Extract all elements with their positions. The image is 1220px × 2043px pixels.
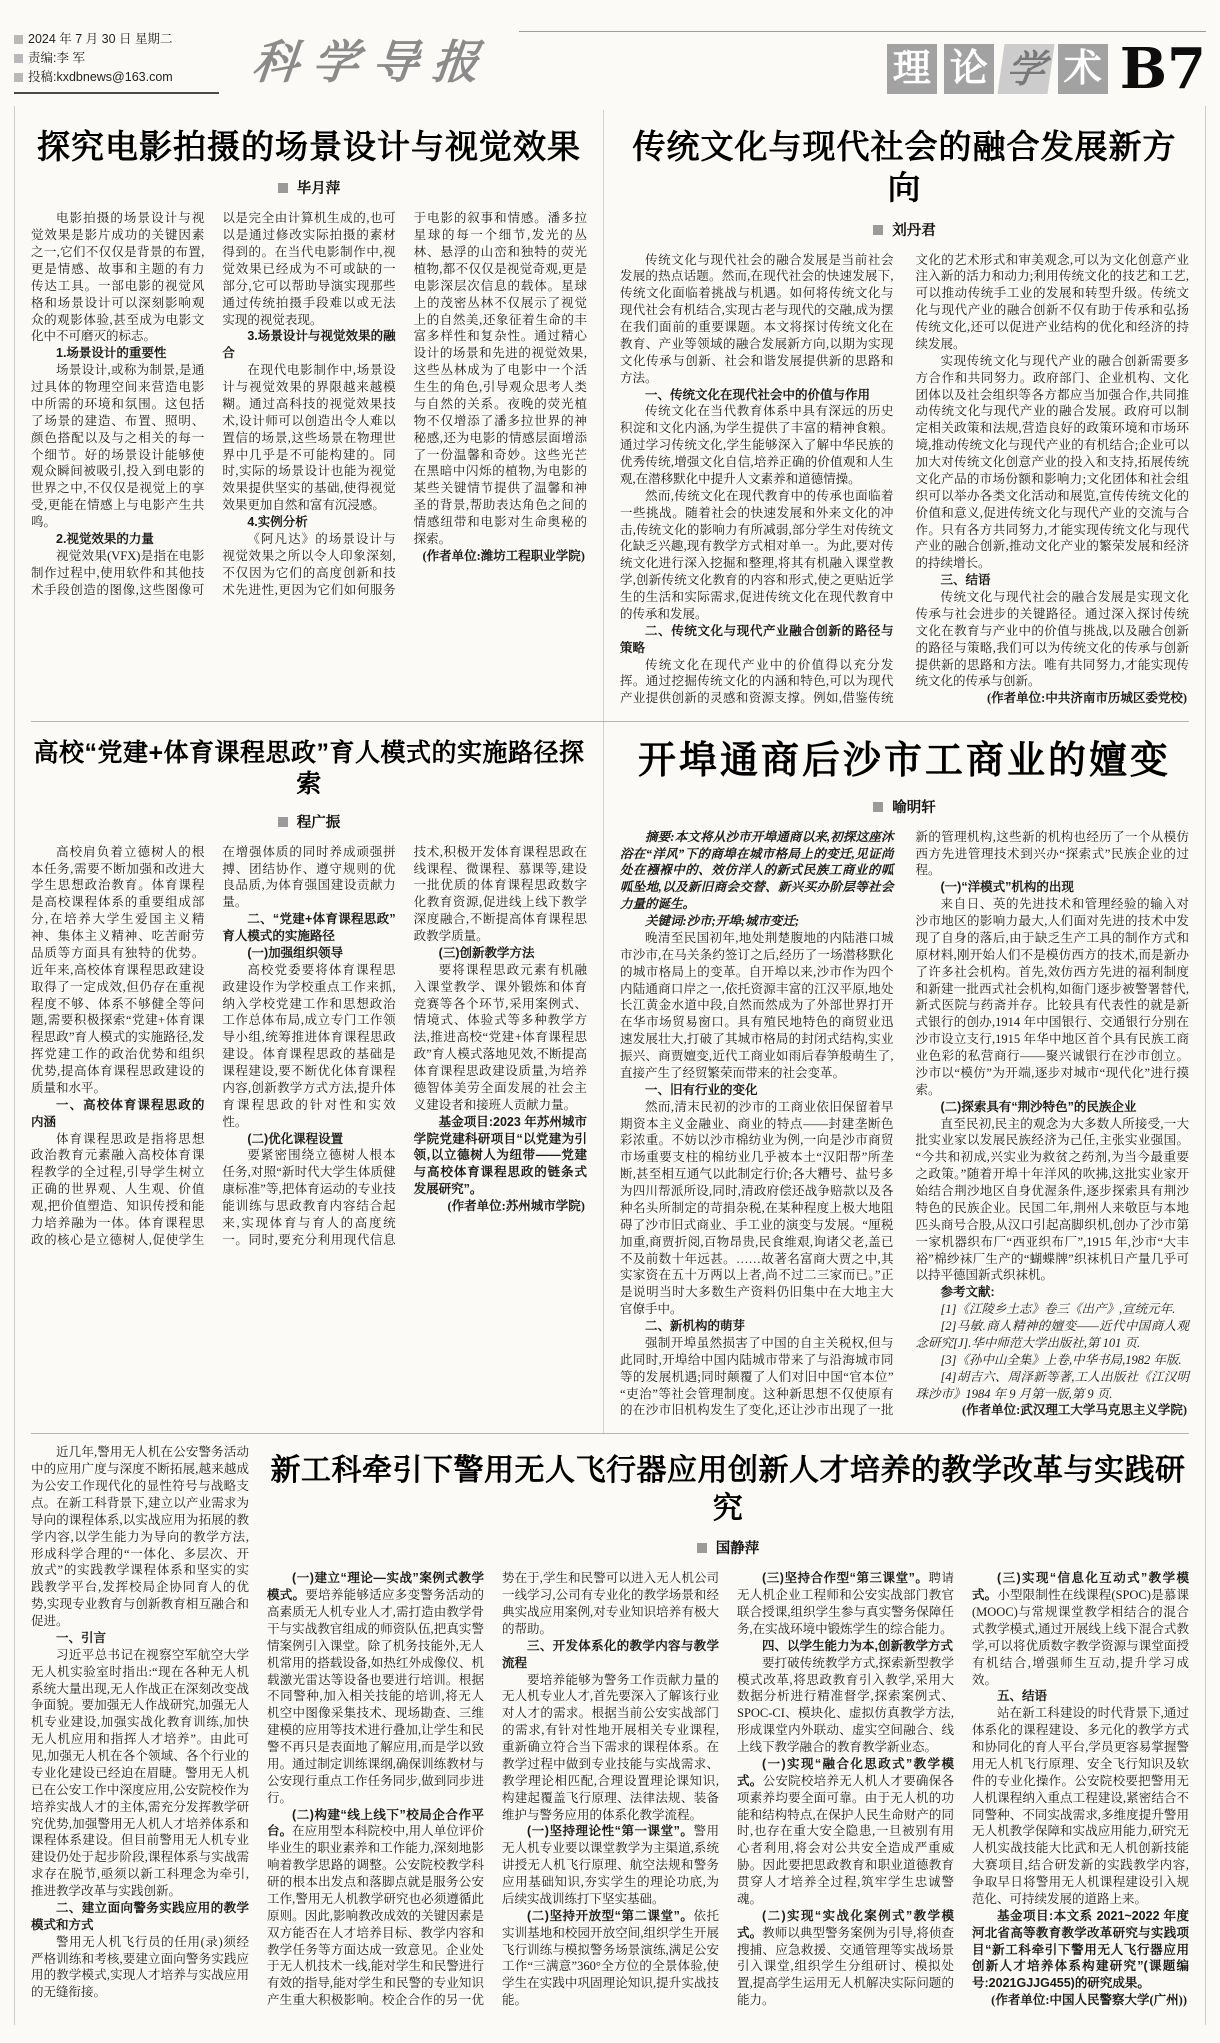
paragraph: 近几年,警用无人机在公安警务活动中的应用广度与深度不断拓展,越来越成为公安工作现代化的显性符号与战略支点。在新工科背景下,建立以产业需求为导向的课程体系,以实战应用为拓展的教学内容,以学生能力为导向的教学方法,形成科学合理的“一体化、多层次、开放式”的实践教学课程体系和坚实的实践教学平台,发挥校局企协同育人的优势,实现专业教育与创新教育相互融合和促进。 [31,1445,249,1628]
page-content [14,106,1206,2025]
paragraph: 来自日、英的先进技术和管理经验的输入对沙市地区的影响力最大,人们面对先进的技术中发现了自身的落后,由于缺乏生产工具的制作方式和原材料,刚开始人们不是模仿西方的技术,而是新办了许多社会机构。首先,效仿西方先进的福利制度和新建一批西式社会机构,如衙门逐步被警署替代,新式医院与药斋并存。比较具有代表性的就是新式银行的创办,1914 年中国银行、交通银行分别在沙市设立支行,1915 年华中地区首个具有民族工商业色彩的私营商行——聚兴诚银行在沙市创立。沙市以“模仿”为开端,逐步对城市“现代化”进行摸索。 [915,897,1189,1097]
sub-heading: 四、以学生能力为本,创新教学方式 [762,1638,953,1653]
sub-heading: 一、引言 [56,1630,107,1645]
byline [620,796,1189,817]
masthead-submission-email: 投稿:kxdbnews@163.com [28,70,173,84]
square-bullet-icon [14,54,23,63]
paragraph: 实现传统文化与现代产业的融合创新需要多方合作和共同努力。政府部门、企业机构、文化团体以及社会组织等各方都应当加强合作,共同推动传统文化与现代产业的融合发展。政府可以制定相关政策和法规,营造良好的政策环境和市场环境,推动传统文化与现代产业的有机结合;企业可以加大对传统文化创意产业的投入和支持,拓展传统文化产品的市场份额和影响力;文化团体和社会组织可以举办各类文化活动和展览,宣传传统文化的价值和意义,促进传统文化与现代产业的交流与合作。只有各方共同努力,才能实现传统文化与现代产业的融合创新,推动文化产业的繁荣发展和经济的持续增长。 [915,353,1189,571]
fund-project-note: 基金项目:2023 年苏州城市学院党建科研项目“以党建为引领,以立德树人为纽带——党建与高校体育课程思政的链条式发展研究”。 [413,1114,587,1197]
sub-heading: 二、建立面向警务实践应用的教学模式和方式 [31,1900,249,1932]
sub-heading: 2.视觉效果的力量 [56,531,154,546]
sub-heading: 二、“党建+体育课程思政”育人模式的实施路径 [222,912,396,943]
sub-heading: 三、结语 [940,573,991,588]
author-bullet-icon [278,183,288,193]
paragraph: 要培养能够为警务工作贡献力量的无人机专业人才,首先要深入了解该行业对人才的需求。根据当前公安实战部门的需求,有针对性地开展相关专业课程,重新确立符合当下需求的课程体系。在教学过程中做到专业技能与实战需求、教学理论相匹配,合理设置理论课知识,构建起覆盖飞行原理、法律法规、装备维护与警务应用的体系化教学流程。 [502,1672,719,1822]
article-sports [31,722,603,1433]
square-bullet-icon [14,73,23,82]
paragraph: 在现代电影制作中,场景设计与视觉效果的界限越来越模糊。通过高科技的视觉效果技术,设计师可以创造出令人难以置信的场景,这些场景在物理世界中几乎是不可能构建的。同时,实际的场景设计也能为视觉效果提供坚实的基础,使得视觉效果更加自然和富有沉浸感。 [222,363,396,513]
article-title: 开埠通商后沙市工商业的嬗变 [637,740,1171,783]
page-number: B7 [1119,36,1206,102]
author-name: 程广振 [296,814,341,831]
author-bullet-icon [697,1543,707,1553]
byline [620,219,1189,240]
byline [31,177,587,198]
masthead-submission-line [14,68,219,87]
article-title: 传统文化与现代社会的融合发展新方向 [632,128,1177,207]
sub-heading: 参考文献: [940,1285,995,1300]
article-title: 高校“党建+体育课程思政”育人模式的实施路径探索 [33,739,585,799]
paragraph: 体育课程思政是指将思想政治教育元素融入高校体育课程教学的全过程,引导学生树立正确的世界观、人生观、价值观,把价值塑造、知识传授和能力培养融为一体。体育课程思政的核心是立德树人,促使学生在增强体质的同时养成顽强拼搏、团结协作、遵守规则的优良品质,为体育强国建设贡献力量。 [31,844,396,1247]
reference-item: [4]胡吉六、周泽新等著,工人出版社《江汉明珠沙市》1984 年 9 月第一版,第 9 页. [915,1369,1189,1401]
article-shashi [603,722,1189,1433]
paragraph: 高校肩负着立德树人的根本任务,需要不断加强和改进大学生思想政治教育。体育课程是高校课程体系的重要组成部分,在培养大学生爱国主义精神、集体主义精神、吃苦耐劳品质等方面具有独特的优势。近年来,高校体育课程思政建设取得了一定成效,但仍存在重视程度不够、体系不够健全等问题,需要积极探索“党建+体育课程思政”育人模式的实施路径,发挥党建工作的政治优势和组织优势,提高体育课程思政建设的质量和水平。 [31,844,205,1095]
paragraph: (二)构建“线上线下”校局企合作平台。在应用型本科院校中,用人单位评价毕业生的职业素养和工作能力,深刻地影响着教学思路的调整。公安院校教学科研的根本出发点和落脚点就是服务公安工作,警用无人机教学研究也必须遵循此原则。因此,影响教改成效的关键因素是双方能否在人才培养目标、教学内容和教学任务等方面达成一致意见。企业处于无人机技术一线,能对学生和民警进行有效的指导,能对学生和民警的专业知识产生重大积极影响。校企合作的另一优势在于,学生和民警可以进入无人机公司一线学习,公司有专业化的教学场景和经典实战应用案例,对专业知识培养有极大的帮助。 [267,1571,719,2008]
row-bottom-uav [31,1433,1189,2015]
paragraph: 习近平总书记在视察空军航空大学无人机实验室时指出:“现在各种无人机系统大量出现,无人作战正在深刻改变战争面貌。要加强无人作战研究,加强无人机专业建设,加强实战化教育训练,加快无人机应用和指挥人才培养”。由此可见,加强无人机在各个领域、各个行业的专业化建设已经迫在眉睫。警用无人机已在公安工作中深度应用,公安院校作为培养实战人才的主体,需充分发挥教学研究优势,加强警用无人机人才培养体系和课程体系建设。但目前警用无人机专业建设仍处于起步阶段,课程体系与实战需求存在脱节,亟须以新工科理念为牵引,推进教学改革与实践创新。 [31,1647,249,1898]
paragraph: 《阿凡达》的场景设计与视觉效果之所以令人印象深刻,不仅因为它们的高度创新和技术先进性,更因为它们如何服务于电影的叙事和情感。潘多拉星球的每一个细节,发光的丛林、悬浮的山峦和独特的荧光植物,都不仅仅是视觉奇观,更是电影深层次信息的载体。星球上的茂密丛林不仅展示了视觉上的自然美,还象征着生命的丰富多样性和复杂性。通过精心设计的场景和先进的视觉效果,这些丛林成为了电影中一个活生生的角色,引导观众思考人类与自然的关系。夜晚的荧光植物不仅增添了潘多拉世界的神秘感,还为电影的情感层面增添了一份温馨和奇妙。这些光芒在黑暗中闪烁的植物,为电影的某些关键情节提供了温馨和神圣的背景,帮助表达角色之间的情感纽带和电影对生命奥秘的探索。 [222,211,587,597]
article-title: 新工科牵引下警用无人飞行器应用创新人才培养的教学改革与实践研究 [270,1454,1186,1525]
paragraph: 要紧密围绕立德树人根本任务,对照“新时代大学生体质健康标准”等,把体育运动的专业技能训练与思政教育内容结合起来,实现体育与育人的高度统一。同时,要充分利用现代信息技术,积极开发体育课程思政在线课程、微课程、慕课等,建设一批优质的体育课程思政数字化教育资源,促进线上线下教学深度融合,不断提高体育课程思政教学质量。 [222,844,587,1247]
paragraph: (一)建立“理论—实战”案例式教学模式。要培养能够适应多变警务活动的高素质无人机专业人才,需打造由教学骨干与实战教官组成的师资队伍,把真实警情案例引入课堂。除了机务技能外,无人机常用的搭载设备,如热红外成像仪、机载激光雷达等设备也要进行培训。根据不同警种,加入相关技能的培训,将无人机空中图像采集技术、现场勘查、三维建模的应用等技术进行叠加,让学生和民警不再只是表面地了解应用,而是学以致用。通过制定训练课纲,确保训练教材与公安现行重点工作任务同步,做到同步进行。 [267,1571,484,1805]
sub-heading: (二)探索具有“荆沙特色”的民族企业 [940,1099,1137,1114]
masthead-date-line [14,30,219,49]
uav-main-block [267,1444,1189,2009]
masthead-info-block [14,30,219,94]
paragraph: (三)坚持合作型“第三课堂”。聘请无人机企业工程师和公安实战部门教官联合授课,组织学生参与真实警务保障任务,在实战环境中锻炼学生的综合能力。 [737,1571,954,1636]
sub-heading: (二)优化课程设置 [247,1131,344,1146]
author-name: 喻明轩 [892,799,936,816]
uav-first-column [31,1444,249,2009]
paragraph: (二)坚持开放型“第二课堂”。依托实训基地和校园开放空间,组织学生开展飞行训练与模拟警务场景演练,满足公安工作“三满意”360°全方位的全景体验,使学生在实践中巩固理论知识,提升实战技能。 [502,1908,719,2008]
sub-heading: 三、开发体系化的教学内容与教学流程 [502,1638,719,1670]
paragraph: 传统文化在现代产业中的价值得以充分发挥。通过挖掘传统文化的内涵和特色,可以为现代产业提供创新的灵感和资源支撑。例如,借鉴传统文化的艺术形式和审美观念,可以为文化创意产业注入新的活力和动力;利用传统文化的技艺和工艺,可以推动传统手工业的发展和转型升级。传统文化与现代产业的融合创新不仅有助于传承和弘扬传统文化,还可以促进产业结构的优化和经济的持续发展。 [620,252,1189,706]
sub-heading: 一、传统文化在现代社会中的价值与作用 [645,387,871,402]
author-unit: (作者单位:潍坊工程职业学院) [422,548,585,563]
paragraph: 然而,清末民初的沙市的工商业依旧保留着早期资本主义金融业、商业的特点——封建垄断色彩浓重。不妨以沙市棉纺业为例,一向是沙市商贸市场重要支柱的棉纺业几乎被本土“汉阳帮”所垄断,甚至相互通气以此制定行价;各大糟号、盐号多为四川帮派所设,同时,清政府偿还战争赔款以及各种名头所制定的苛捐杂税,在某种程度上极大地阻碍了沙市旧式商业、手工业的演变与发展。“厘税加重,商贾折阅,百物昂贵,民食维艰,询诸父老,盖已不及前数十年远甚。……故著名富商大贾之中,其实家资在五十万两以上者,尚不过二三家而已。”正是说明当时大多数生产资料仍旧集中在大地主大官僚手中。 [620,1099,894,1317]
paragraph: (三)实现“信息化互动式”教学模式。小型限制性在线课程(SPOC)是慕课(MOOC)与常规课堂教学相结合的混合式教学模式,通过开展线上线下混合式教学,可以将优质数字教学资源与课堂面授有机结合,增强师生互动,提升学习成效。 [972,1571,1189,1687]
author-unit: (作者单位:中国人民警察大学(广州)) [991,1993,1187,2008]
paragraph: 然而,传统文化在现代教育中的传承也面临着一些挑战。随着社会的快速发展和外来文化的冲击,传统文化的影响力有所减弱,部分学生对传统文化缺乏兴趣,现有教学方式相对单一。为此,要对传统文化进行深入挖掘和整理,将其有机融入课堂教学,创新传统文化教育的内容和形式,使之更贴近学生的生活和实际需求,促进传统文化在现代教育中的传承和发展。 [620,488,894,621]
article-culture [603,110,1189,721]
reference-item: [2]马敏.商人精神的嬗变——近代中国商人观念研究[J].华中师范大学出版社,第 101 页. [915,1319,1189,1350]
author-unit: (作者单位:武汉理工大学马克思主义学院) [962,1403,1187,1418]
masthead-editor-line [14,49,219,68]
sub-heading: 3.场景设计与视觉效果的融合 [222,329,396,361]
author-name: 国静萍 [715,1541,760,1558]
author-unit: (作者单位:苏州城市学院) [447,1199,585,1213]
paragraph: 警用无人机飞行员的任用(录)须经严格训练和考核,要建立面向警务实践应用的教学模式,实现人才培养与实战应用的无缝衔接。 [31,1934,249,2000]
article-title: 探究电影拍摄的场景设计与视觉效果 [37,128,581,165]
sub-heading: 1.场景设计的重要性 [56,346,167,361]
paragraph: 传统文化在当代教育体系中具有深远的历史积淀和文化内涵,为学生提供了丰富的精神食粮。通过学习传统文化,学生能够深入了解中华民族的优秀传统,增强文化自信,培养正确的价值观和人生观,在潜移默化中提升人文素养和道德情操。 [620,404,894,486]
masthead [14,26,1206,102]
row-middle [31,721,1189,1433]
byline [267,1537,1189,1558]
reference-item: [1]《江陵乡土志》卷三《出产》,宣统元年. [940,1302,1176,1317]
section-char-box-calligraphy: 学 [997,44,1054,94]
abstract: 摘要:本文将从沙市开埠通商以来,初探这座沐浴在“洋风”下的商埠在城市格局上的变迁,见证尚处在襁褓中的、效仿洋人的新式民族工商业的呱呱坠地,以及新旧商会交替、新兴买办阶层等社会力量的诞生。 [620,829,894,912]
masthead-date: 2024 年 7 月 30 日 星期二 [28,32,173,46]
sub-heading: (一)“洋模式”机构的出现 [940,880,1074,895]
section-char-box: 术 [1058,44,1108,94]
article-film [31,110,603,721]
sub-heading: 五、结语 [997,1689,1048,1704]
paragraph: 视觉效果(VFX)是指在电影制作过程中,使用软件和其他技术手段创造的图像,这些图像可以是完全由计算机生成的,也可以是通过修改实际拍摄的素材得到的。在当代电影制作中,视觉效果已经成为不可或缺的一部分,它可以帮助导演实现那些通过传统拍摄手段难以或无法实现的视觉表现。 [31,211,396,597]
sub-heading: (一)加强组织领导 [247,945,344,960]
author-unit: (作者单位:中共济南市历城区委党校) [987,691,1187,706]
article-body [31,210,587,598]
paragraph: 场景设计,或称为制景,是通过具体的物理空间来营造电影中所需的环境和氛围。这包括了场景的建造、布置、照明、颜色搭配以及与之相关的每一个细节。好的场景设计能够使观众瞬间被吸引,投入到电影的世界之中,不仅仅是视觉上的享受,更能在情感上与电影产生共鸣。 [31,363,205,529]
section-char-box: 论 [944,44,994,94]
paragraph: 直至民初,民主的观念为大多数人所接受,一大批实业家以发展民族经济为己任,主张实业强国。“今共和初成,兴实业为救贫之药剂,为当今最重要之政策。”随着开埠十年洋风的吹拂,这批实业家开始结合荆沙地区自身优渥条件,逐步探索具有荆沙特色的民族企业。民国二年,荆州人来敬臣与本地匹头商号合股,从汉口引起高脚织机,创办了沙市第一家机器织布厂“西亚织布厂”,1915 年,沙市“大丰裕”棉纱袜厂生产的“蝴蝶牌”织袜机日产量几乎可以持平德国新式织袜机。 [915,1116,1189,1283]
sub-heading: (三)创新教学方法 [438,945,535,960]
author-bullet-icon [278,817,288,827]
section-char-box: 理 [887,44,937,94]
keywords: 关键词:沙市;开埠;城市变迁; [645,914,800,928]
paragraph: 传统文化与现代社会的融合发展是实现文化传承与社会进步的关键路径。通过深入探讨传统文化在教育与产业中的价值与挑战,以及融合创新的路径与策略,我们可以为传统文化的传承与创新提供新的思路和方法。唯有共同努力,才能实现传统文化的传承与创新。 [915,590,1189,689]
article-body [31,844,587,1249]
paper-logo: 科学导报 [249,35,496,89]
paragraph: 晚清至民国初年,地处荆楚腹地的内陆港口城市沙市,在马关条约签订之后,经历了一场潜移默化的城市格局上的变革。自开埠以来,沙市作为四个内陆通商口岸之一,依托资源丰富的江汉平原,地处长江黄金水道中段,自然而然成为了外部世界打开在华市场贸易窗口。具有殖民地特色的商贸业迅速发展壮大,打破了其城市格局的封闭式结构,实业振兴、商贾嬗变,近代工商业如雨后春笋般萌生了,直接产生了经贸繁荣而带来的社会变革。 [620,930,894,1080]
author-name: 毕月萍 [296,181,341,198]
paragraph: 站在新工科建设的时代背景下,通过体系化的课程建设、多元化的教学方式和协同化的育人平台,学员更容易掌握警用无人机飞行原理、安全飞行知识及软件的专业化操作。公安院校要把警用无人机课程纳入重点工程建设,紧密结合不同警种、不同实战需求,多维度提升警用无人机教学保障和实战应用能力,研究无人机实战技能大比武和无人机创新技能大赛项目,结合研发新的实践教学内容,争取早日将警用无人机课程建设引入规范化、可持续发展的道路上来。 [972,1706,1189,1906]
article-body [620,829,1189,1420]
sub-heading: 二、新机构的萌芽 [645,1319,746,1333]
author-bullet-icon [873,225,883,235]
paragraph: (一)实现“融合化思政式”教学模式。公安院校培养无人机人才要确保各项素养均要全面可靠。由于无人机的功能和结构特点,在保护人民生命财产的同时,也存在重大安全隐患,一旦被别有用心者利用,将会对公共安全造成严重威胁。因此要把思政教育和职业道德教育贯穿人才培养全过程,筑牢学生忠诚警魂。 [737,1756,954,1906]
paragraph: (二)实现“实战化案例式”教学模式。教师以典型警务案例为引导,将侦查搜捕、应急救援、交通管理等实战场景引入课堂,组织学生分组研讨、模拟处置,提高学生运用无人机解决实际问题的能力。 [737,1908,954,2008]
article-body [620,252,1189,708]
author-bullet-icon [873,802,883,812]
author-name: 刘丹君 [892,222,936,239]
sub-heading: 一、高校体育课程思政的内涵 [31,1097,205,1129]
sub-heading: 4.实例分析 [247,515,308,529]
row-top [31,110,1189,721]
article-body [267,1570,1189,2009]
paragraph: (一)坚持理论性“第一课堂”。警用无人机专业要以课堂教学为主渠道,系统讲授无人机飞行原理、航空法规和警务应用基础知识,夯实学生的理论功底,为后续实战训练打下坚实基础。 [502,1824,719,1906]
sub-heading: 一、旧有行业的变化 [645,1082,758,1097]
square-bullet-icon [14,35,23,44]
sub-heading: 二、传统文化与现代产业融合创新的路径与策略 [620,623,894,655]
paragraph: 高校党委要将体育课程思政建设作为学校重点工作来抓,纳入学校党建工作和思想政治工作总体布局,成立专门工作领导小组,统筹推进体育课程思政建设。体育课程思政的基础是课程建设,要不断优化体育课程内容,创新教学方式方法,提升体育课程思政的针对性和实效性。 [222,962,396,1129]
section-banner [519,31,1206,102]
paragraph: 要打破传统教学方式,探索新型教学模式改革,将思政教育引入教学,采用大数据分析进行精准督学,探索案例式、SPOC-CI、模块化、虚拟仿真教学方法,形成课堂内外联动、虚实空间融合、线上线下教学融合的教育教学新业态。 [737,1655,954,1754]
masthead-editor: 责编:李 军 [28,51,85,65]
reference-item: [3]《孙中山全集》上卷,中华书局,1982 年版. [940,1352,1182,1367]
byline [31,811,587,832]
paragraph: 电影拍摄的场景设计与视觉效果是影片成功的关键因素之一,它们不仅仅是背景的布置,更是情感、故事和主题的有力传达工具。一部电影的视觉风格和场景设计可以深刻影响观众的观影体验,甚至成为电影文化中不可磨灭的标志。 [31,211,205,344]
paragraph: 强制开埠虽然损害了中国的自主关税权,但与此同时,开埠给中国内陆城市带来了与沿海城市同等的发展机遇;同时颠覆了人们对旧中国“官本位”“吏治”等社会管理制度。这种新思想不仅使原有的在沙市旧机构发生了变化,还让沙市出现了一批新的管理机构,这些新的机构也经历了一个从模仿西方先进管理技术到兴办“探索式”民族企业的过程。 [620,829,1189,1418]
paragraph: 要将课程思政元素有机融入课堂教学、课外锻炼和体育竞赛等各个环节,采用案例式、情境式、体验式等多种教学方法,推进高校“党建+体育课程思政”育人模式落地见效,不断提高体育课程思政建设质量,为培养德智体美劳全面发展的社会主义建设者和接班人贡献力量。 [413,962,587,1112]
fund-project-note: 基金项目:本文系 2021~2022 年度河北省高等教育教学改革研究与实践项目“新工科牵引下警用无人飞行器应用创新人才培养体系构建研究”(课题编号:2021GJJG455)的研究成果。 [972,1908,1189,1991]
paragraph: 传统文化与现代社会的融合发展是当前社会发展的热点话题。然而,在现代社会的快速发展下,传统文化面临着挑战与机遇。如何将传统文化与现代社会有机结合,实现古老与现代的交融,成为摆在我们面前的重要课题。本文将探讨传统文化在教育、产业等领域的融合发展新方向,以期为实现文化传承与创新、社会和谐发展提供新的思路和方法。 [620,252,894,385]
